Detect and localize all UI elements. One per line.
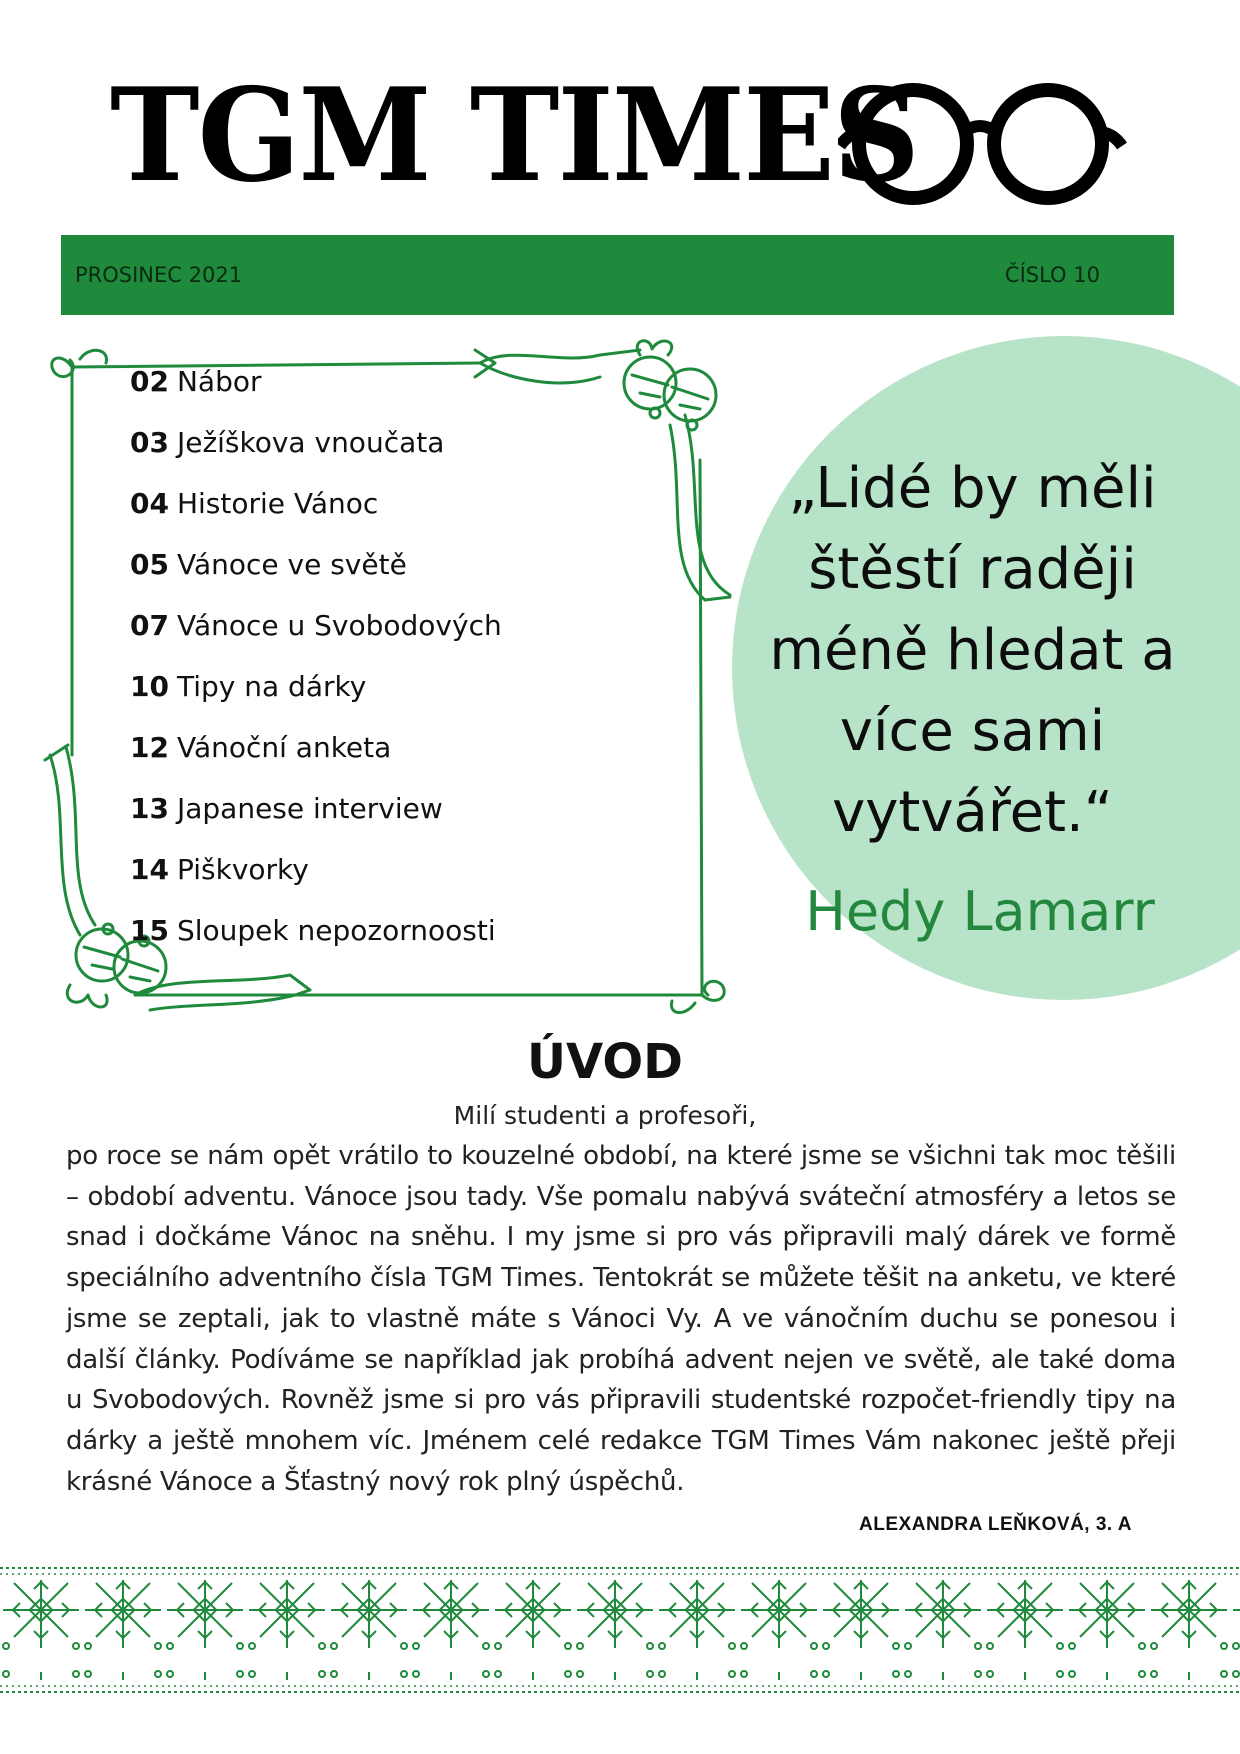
- toc-item[interactable]: 07 Vánoce u Svobodových: [130, 609, 502, 642]
- toc-item[interactable]: 14 Piškvorky: [130, 853, 309, 886]
- table-of-contents: [130, 360, 600, 970]
- intro-body: po roce se nám opět vrátilo to kouzelné období, na které jsme se všichni tak moc těšili – období adventu. Vánoce jsou tady. Vše pomalu nabývá sváteční atmosféry a letos se snad i dočkáme Vánoc na sněhu. I my jsme si pro vás připravili malý dárek ve formě speciálního adventního čísla TGM Times. Tentokrát se můžete těšit na anketu, ve které jsme se zeptali, jak to vlastně máte s Vánoci Vy. A ve vánočním duchu se ponesou i další články. Podíváme se například jak probíhá advent nejen ve světě, ale také doma u Svobodových. Rovněž jsme si pro vás připravili studentské rozpočet-friendly tipy na dárky a ještě mnohem víc. Jménem celé redakce TGM Times Vám nakonec ještě přeji krásné Vánoce a Šťastný nový rok plný úspěchů.: [66, 1141, 1176, 1497]
- issue-number: ČÍSLO 10: [1004, 263, 1100, 287]
- toc-item[interactable]: 03 Ježíškova vnoučata: [130, 426, 445, 459]
- glasses-icon: [838, 74, 1128, 214]
- masthead: [110, 60, 1130, 210]
- issue-date: PROSINEC 2021: [75, 263, 243, 287]
- quote-text: „Lidé by měli štěstí raději méně hledat a více sami vytvářet.“: [769, 456, 1176, 845]
- toc-item[interactable]: 10 Tipy na dárky: [130, 670, 367, 703]
- toc-item[interactable]: 12 Vánoční anketa: [130, 731, 392, 764]
- issue-banner: [61, 235, 1174, 315]
- page-title: TGM TIMES: [110, 61, 919, 211]
- toc-item[interactable]: 13 Japanese interview: [130, 792, 443, 825]
- toc-item[interactable]: 02 Nábor: [130, 365, 262, 398]
- article-author: ALEXANDRA LEŇKOVÁ, 3. A: [859, 1514, 1132, 1535]
- snowflake-border-pattern-icon: [0, 1560, 1240, 1700]
- toc-item[interactable]: 04 Historie Vánoc: [130, 487, 379, 520]
- toc-item[interactable]: 05 Vánoce ve světě: [130, 548, 407, 581]
- quote-author: Hedy Lamarr: [805, 880, 1155, 943]
- toc-item[interactable]: 15 Sloupek nepozornoosti: [130, 914, 496, 947]
- intro-greeting: Milí studenti a profesoři,: [453, 1101, 757, 1130]
- intro-heading: ÚVOD: [527, 1034, 683, 1090]
